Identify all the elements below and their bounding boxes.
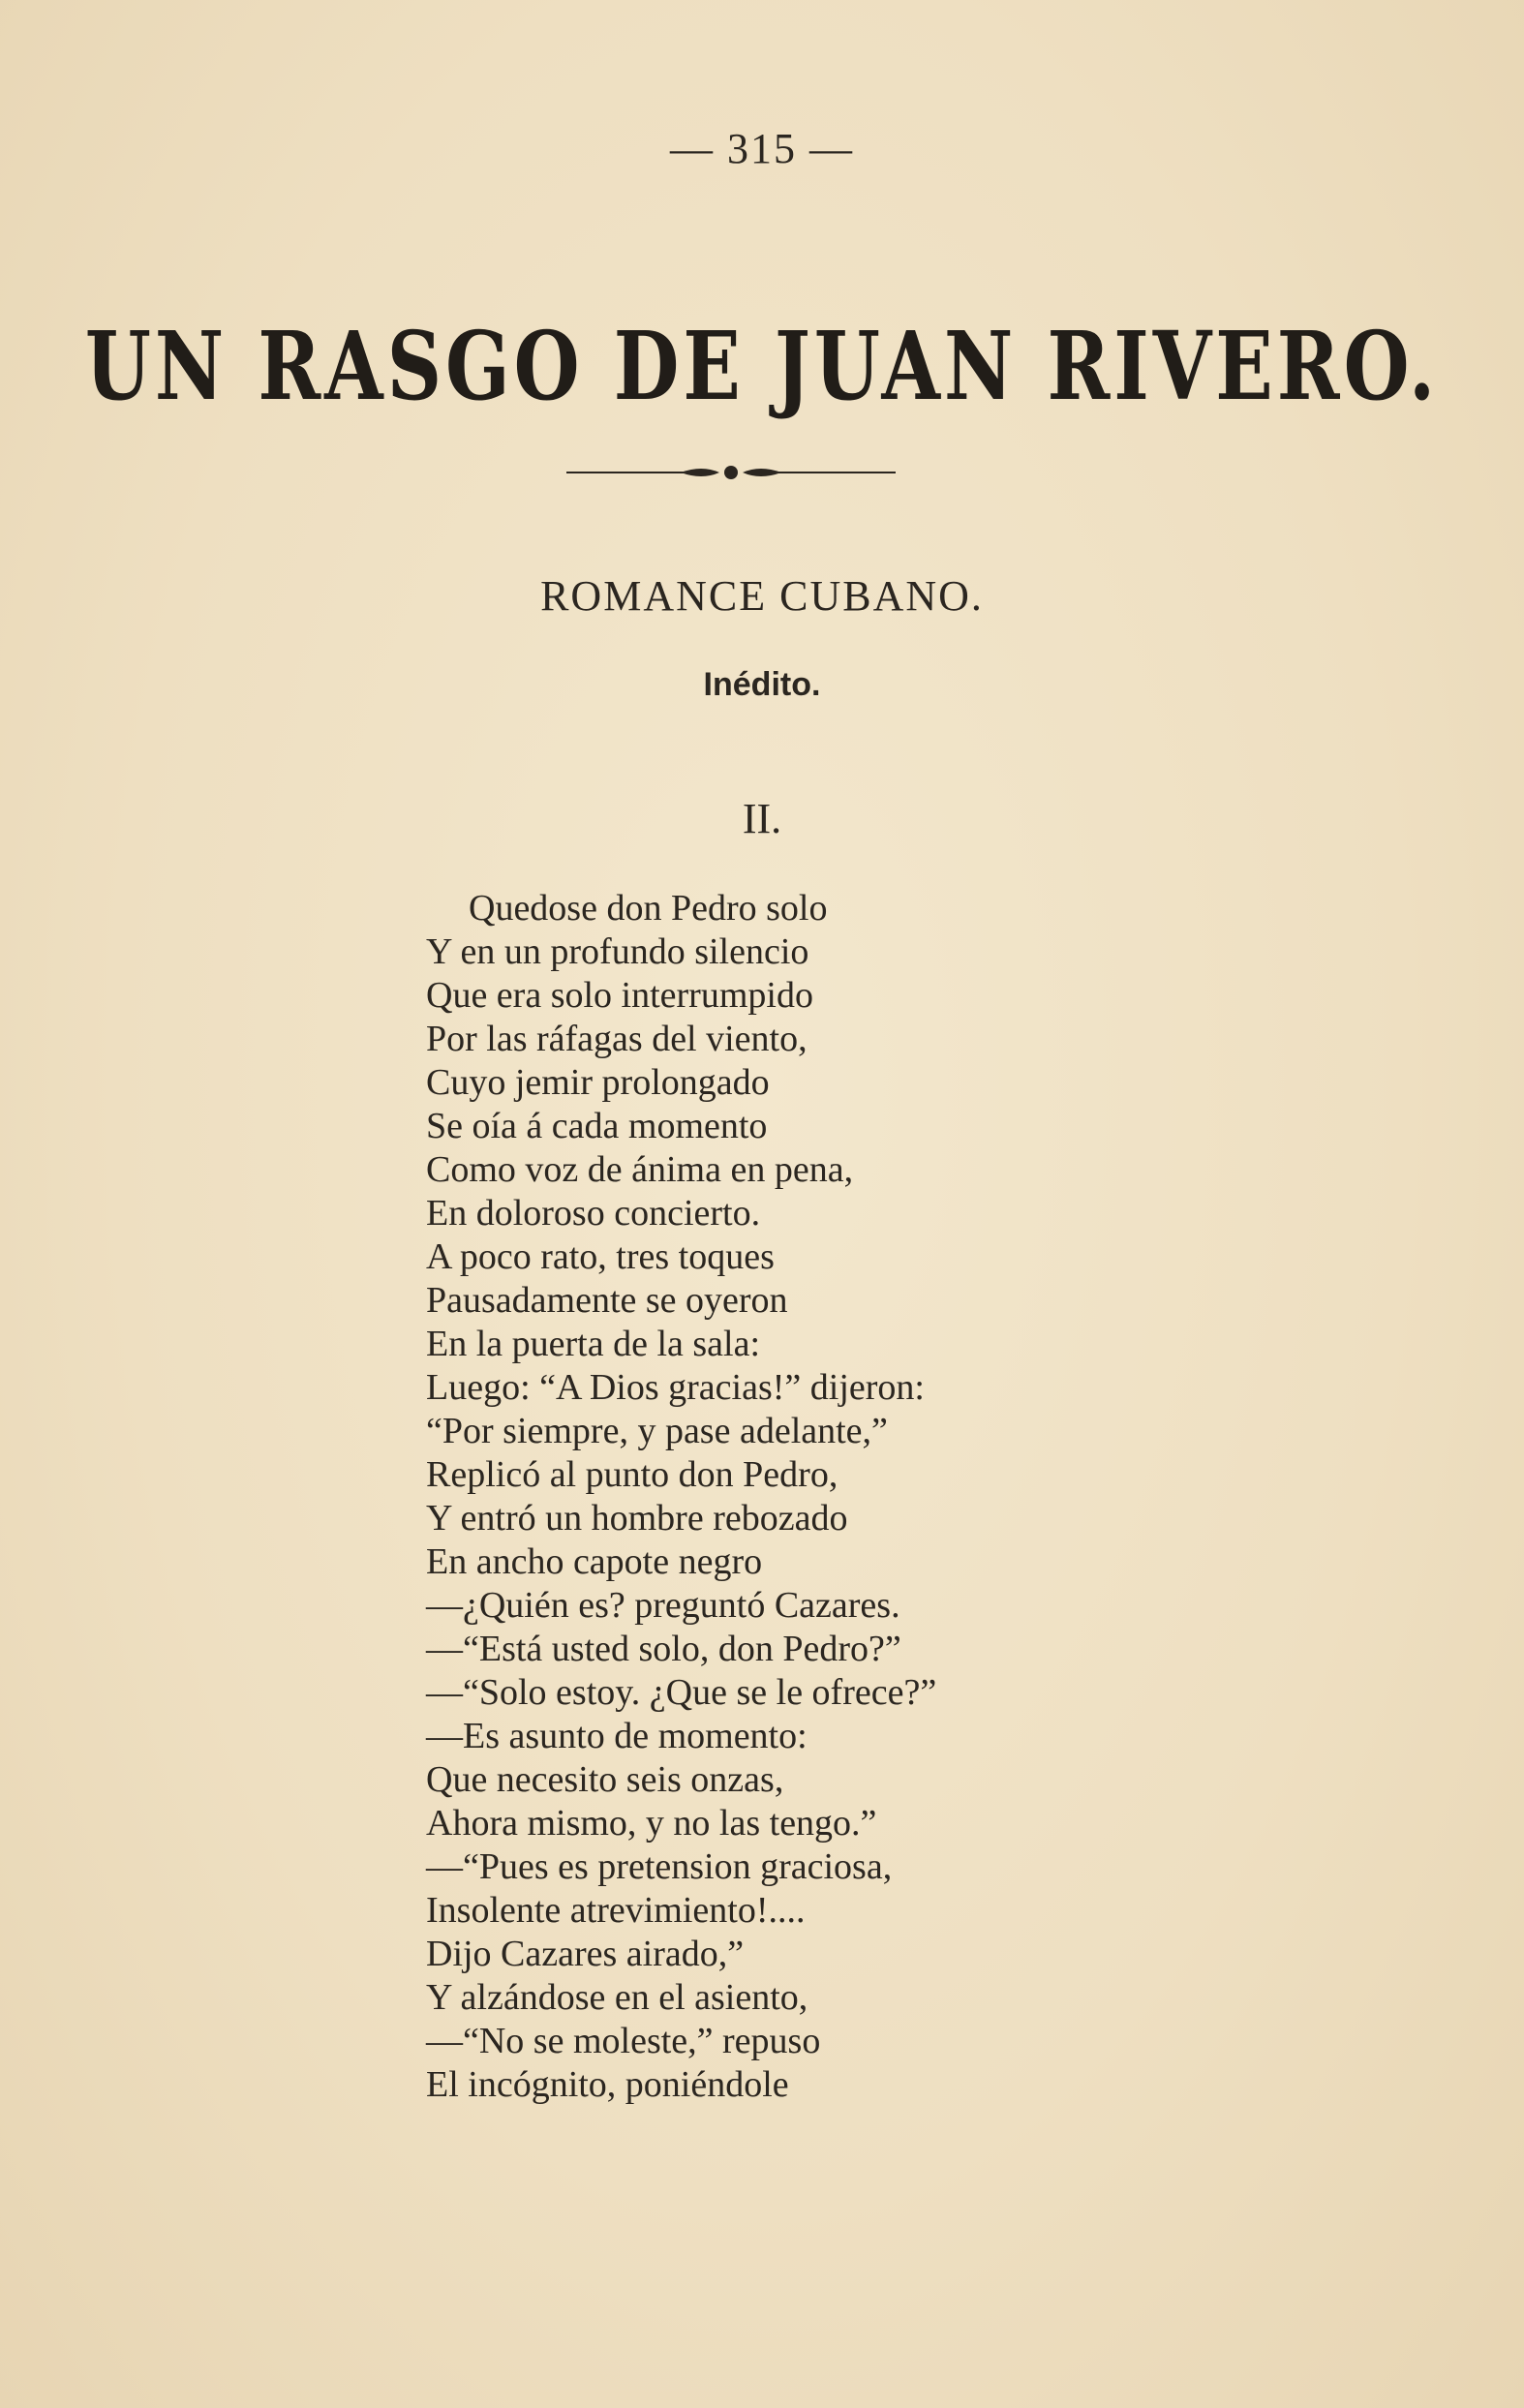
poem-line: En ancho capote negro (426, 1541, 763, 1582)
poem-line: Como voz de ánima en pena, (426, 1149, 854, 1190)
poem-body (426, 887, 1104, 2107)
poem-line: Ahora mismo, y no las tengo.” (426, 1803, 877, 1844)
poem-line: Y en un profundo silencio (426, 931, 809, 972)
poem-line: Por las ráfagas del viento, (426, 1019, 808, 1059)
section-number: II. (742, 795, 782, 842)
poem-line: Que era solo interrumpido (426, 975, 813, 1016)
poem-line: Y alzándose en el asiento, (426, 1977, 808, 2018)
poem-line: Dijo Cazares airado,” (426, 1934, 745, 1974)
poem-line: Replicó al punto don Pedro, (426, 1454, 838, 1495)
unpublished-note: Inédito. (703, 666, 821, 703)
poem-line: Quedose don Pedro solo (469, 888, 828, 929)
poem-line: Se oía á cada momento (426, 1106, 768, 1146)
poem-line: Cuyo jemir prolongado (426, 1062, 770, 1103)
poem-line: En la puerta de la sala: (426, 1324, 761, 1364)
poem-line: —“Está usted solo, don Pedro?” (426, 1629, 901, 1669)
poem-line: —Es asunto de momento: (426, 1716, 808, 1756)
poem-line: —“No se moleste,” repuso (426, 2021, 821, 2061)
page-number: — 315 — (670, 125, 854, 172)
poem-line: Insolente atrevimiento!.... (426, 1890, 806, 1931)
poem-line: “Por siempre, y pase adelante,” (426, 1411, 888, 1451)
poem-line: Pausadamente se oyeron (426, 1280, 788, 1321)
poem-line: —“Pues es pretension graciosa, (426, 1846, 893, 1887)
poem-line: En doloroso concierto. (426, 1193, 761, 1234)
poem-line: El incógnito, poniéndole (426, 2064, 789, 2105)
subtitle: ROMANCE CUBANO. (540, 572, 984, 620)
page-title: UN RASGO DE JUAN RIVERO. (84, 312, 1440, 422)
poem-line: Luego: “A Dios gracias!” dijeron: (426, 1367, 925, 1408)
poem-line: A poco rato, tres toques (426, 1236, 775, 1277)
poem-line: —¿Quién es? preguntó Cazares. (426, 1585, 900, 1626)
poem-line: Y entró un hombre rebozado (426, 1498, 848, 1539)
ornamental-divider-icon (566, 463, 896, 482)
poem-line: Que necesito seis onzas, (426, 1759, 784, 1800)
poem-line: —“Solo estoy. ¿Que se le ofrece?” (426, 1672, 937, 1713)
